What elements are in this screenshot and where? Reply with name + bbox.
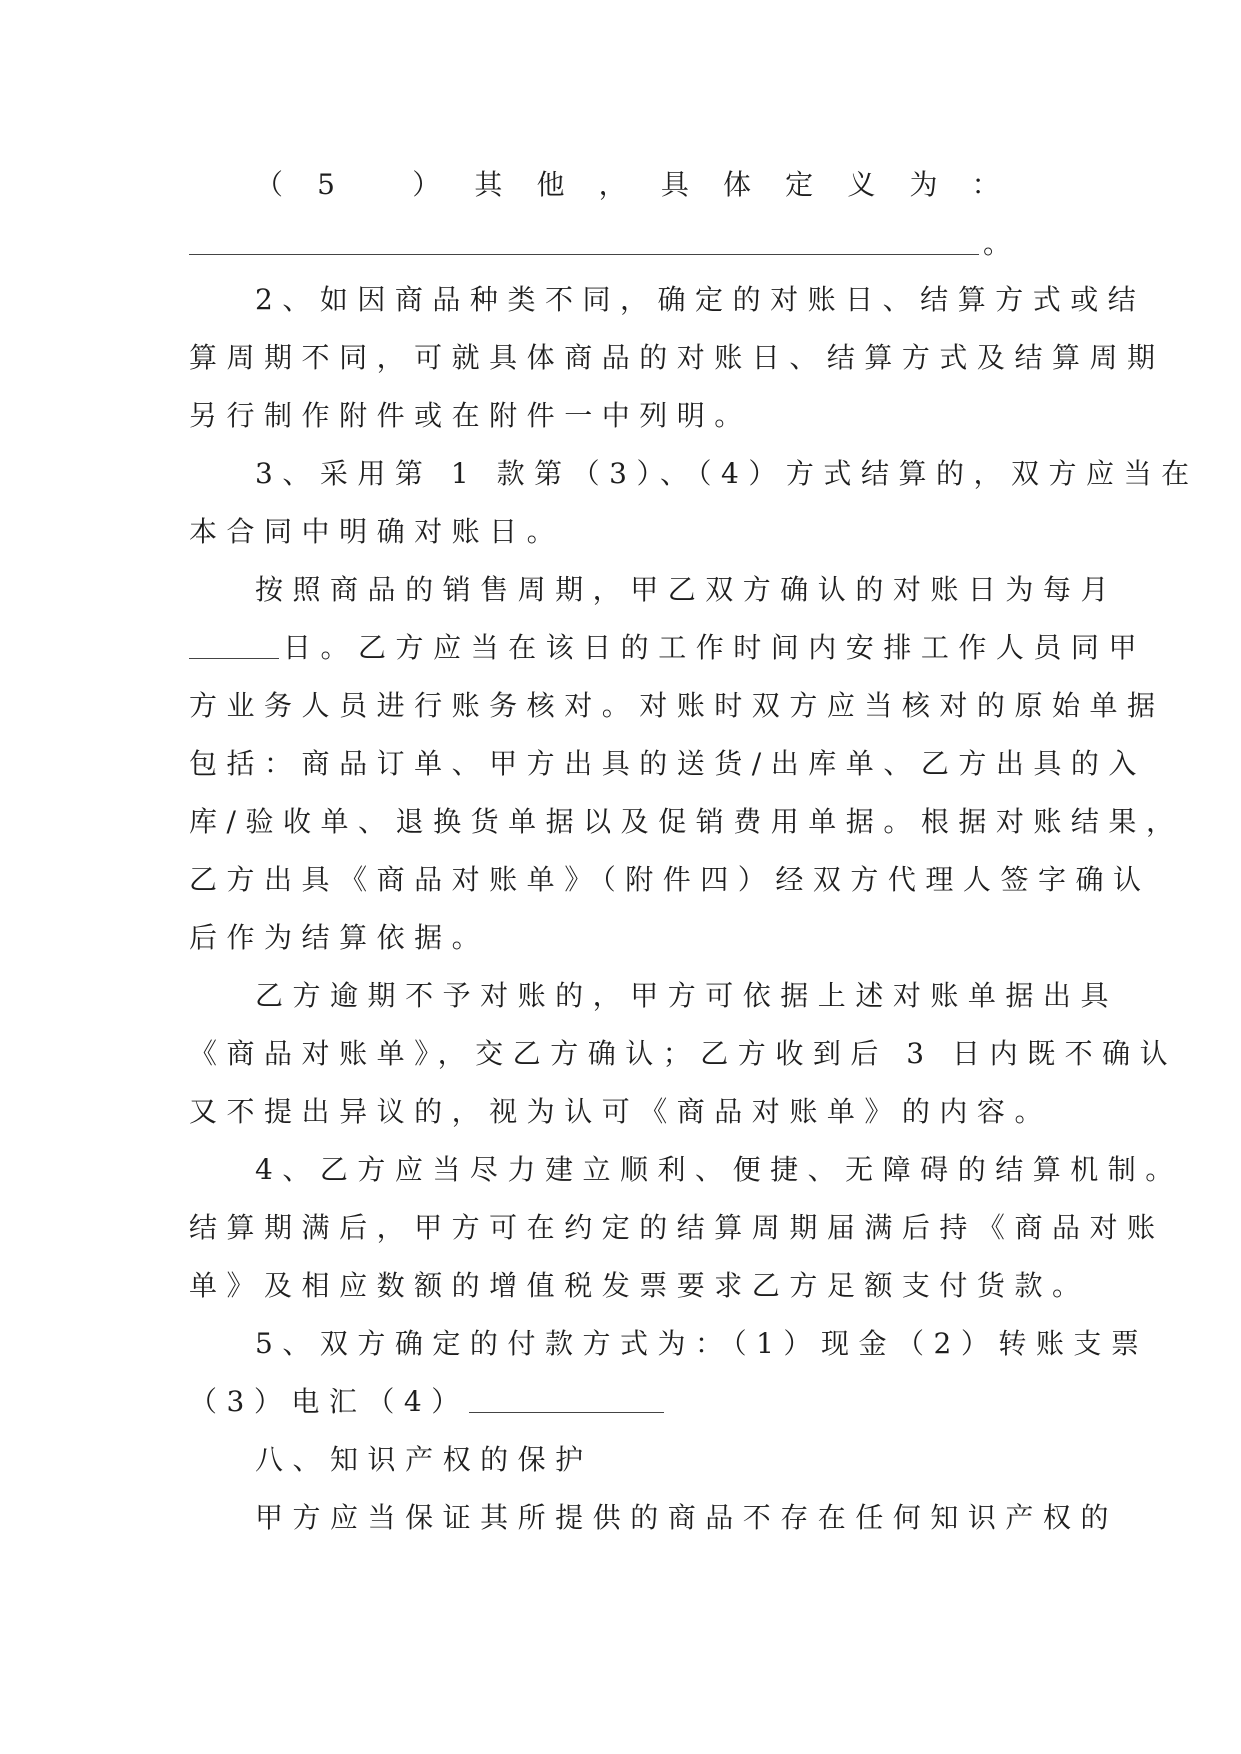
text-line: 算周期不同，可就具体商品的对账日、结算方式及结算周期 [189, 341, 1165, 374]
text-line: 乙方出具《商品对账单》（附件四）经双方代理人签字确认 [189, 863, 1151, 896]
text-line [189, 215, 1045, 273]
text-line: 结算期满后，甲方可在约定的结算周期届满后持《商品对账 [189, 1211, 1165, 1244]
text-line: 单》及相应数额的增值税发票要求乙方足额支付货款。 [189, 1269, 1090, 1302]
fill-in-blank [469, 1374, 664, 1413]
text-line: 甲方应当保证其所提供的商品不存在任何知识产权的 [255, 1501, 1118, 1534]
text-line: 另行制作附件或在附件一中列明。 [189, 399, 752, 432]
text-line: 本合同中明确对账日。 [189, 515, 565, 548]
text-line: 5、双方确定的付款方式为：（1）现金（2）转账支票 [255, 1327, 1149, 1360]
text-line: 又不提出异议的，视为认可《商品对账单》的内容。 [189, 1095, 1052, 1128]
text-line: 按照商品的销售周期，甲乙双方确认的对账日为每月 [255, 573, 1118, 606]
text-line: （5 ）其他，具体定义为： [255, 168, 1034, 201]
text-line-end: 。 [983, 227, 1021, 260]
text-line: 2、如因商品种类不同，确定的对账日、结算方式或结 [255, 283, 1146, 316]
text-line-start: （3）电汇（4） [189, 1385, 469, 1418]
text-line: 乙方逾期不予对账的，甲方可依据上述对账单据出具 [255, 979, 1118, 1012]
text-line: 库/验收单、退换货单据以及促销费用单据。根据对账结果， [189, 805, 1184, 838]
text-line: 包括：商品订单、甲方出具的送货/出库单、乙方出具的入 [189, 747, 1146, 780]
text-line: 3、采用第 1 款第（3）、（4）方式结算的，双方应当在 [255, 457, 1199, 490]
text-line-rest: 日。乙方应当在该日的工作时间内安排工作人员同甲 [283, 631, 1146, 664]
text-line: 《商品对账单》，交乙方确认；乙方收到后 3 日内既不确认 [189, 1037, 1178, 1070]
section-heading: 八、知识产权的保护 [255, 1443, 593, 1476]
text-line: 方业务人员进行账务核对。对账时双方应当核对的原始单据 [189, 689, 1165, 722]
text-line [189, 619, 1146, 677]
text-line [189, 1373, 1045, 1431]
text-line: 后作为结算依据。 [189, 921, 490, 954]
fill-in-blank [189, 620, 279, 659]
fill-in-blank [189, 216, 979, 255]
text-line: 4、乙方应当尽力建立顺利、便捷、无障碍的结算机制。 [255, 1153, 1183, 1186]
